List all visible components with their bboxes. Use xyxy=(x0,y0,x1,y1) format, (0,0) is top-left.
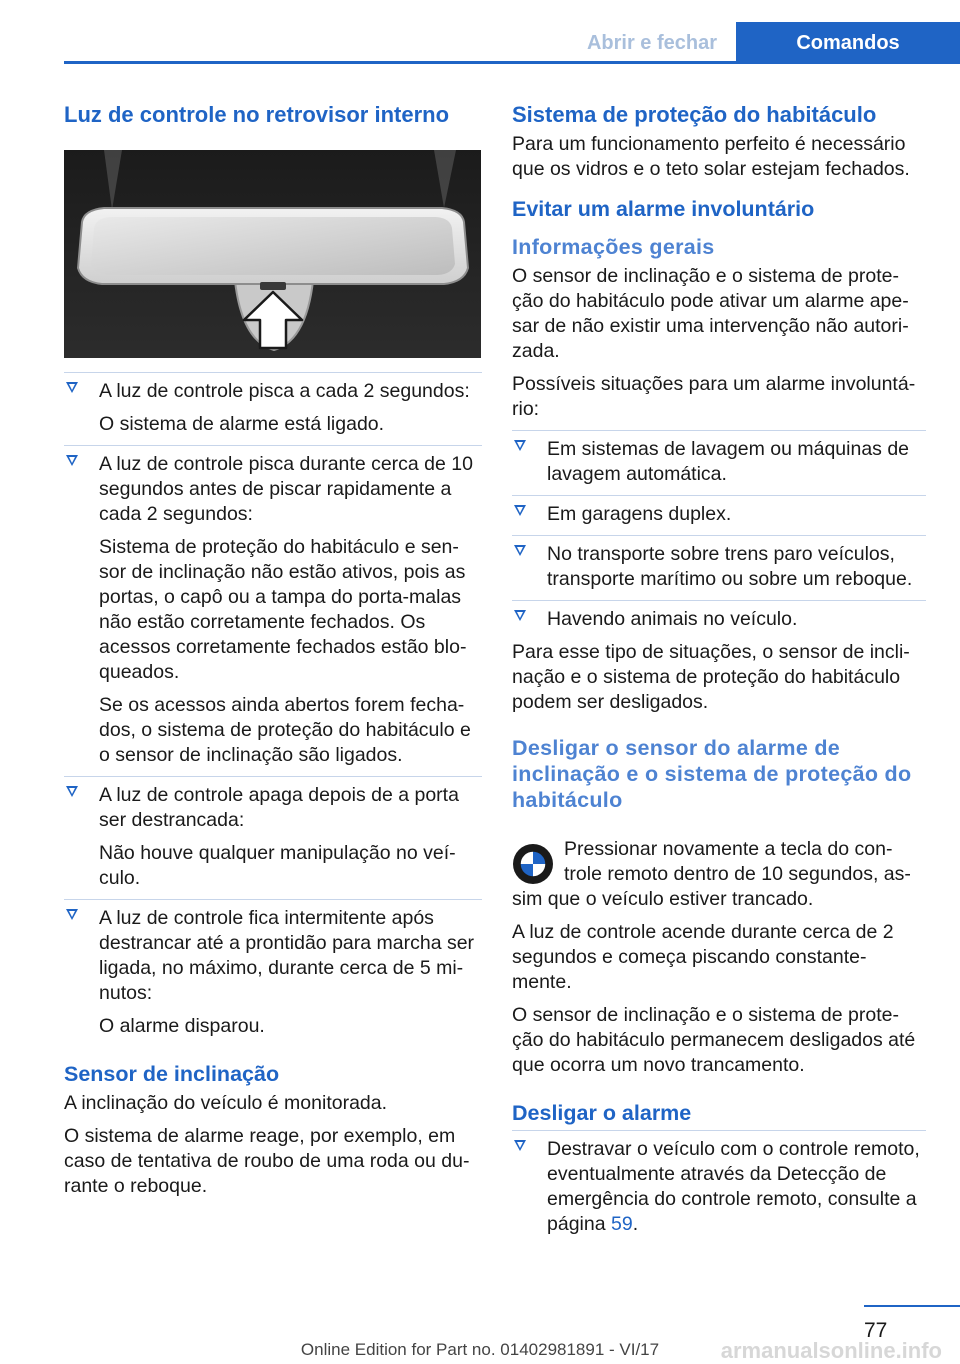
alarm-off-end: . xyxy=(632,1213,639,1235)
disable-paragraph-3: O sensor de inclinação e o sistema de prote‐ção do habitáculo permanecem desligados até que ocorra um novo trancamento. xyxy=(512,1004,916,1076)
edition-footer: Online Edition for Part no. 01402981891 - VI/17 xyxy=(300,1340,660,1359)
heading-mirror-light: Luz de controle no retrovisor interno xyxy=(64,102,450,127)
page-number: 77 xyxy=(864,1319,888,1342)
disable-paragraph-1: Pressionar novamente a tecla do con‐trole remoto dentro de 10 segundos, as‐sim que o veículo estiver trancado. xyxy=(512,838,911,910)
situations-list xyxy=(512,430,926,632)
triangle-down-icon xyxy=(66,455,78,466)
heading-avoid-alarm: Evitar um alarme involuntário xyxy=(512,197,815,221)
triangle-down-icon xyxy=(514,610,526,621)
heading-disable-sensor: Desligar o sensor do alarme de inclinação e o sistema de proteção do habitáculo xyxy=(512,736,912,812)
list-item: Em garagens duplex. xyxy=(512,495,926,527)
triangle-down-icon xyxy=(514,505,526,516)
heading-alarm-off: Desligar o alarme xyxy=(512,1101,692,1125)
cabin-paragraph: Para um funcionamento perfeito é necessário que os vidros e o teto solar estejam fechados. xyxy=(512,133,910,180)
header-rule xyxy=(64,61,960,64)
list-item: No transporte sobre trens paro veículos, transporte marítimo ou sobre um reboque. xyxy=(512,535,926,592)
heading-tilt-sensor: Sensor de inclinação xyxy=(64,1062,280,1086)
general-paragraph-1: O sensor de inclinação e o sistema de prote‐ção do habitáculo pode ativar um alarme ape‐sar de não existir uma intervenção não autori‐zada. xyxy=(512,265,909,362)
mirror-light-list xyxy=(64,372,482,1039)
footer-rule xyxy=(864,1305,960,1307)
list-item: A luz de controle fica intermitente após destrancar até a prontidão para marcha ser ligada, no máximo, durante cerca de 5 mi‐nutos: O alarme disparou. xyxy=(64,899,482,1039)
heading-cabin-protection: Sistema de proteção do habitáculo xyxy=(512,102,877,127)
left-column xyxy=(64,100,482,1207)
disable-instruction xyxy=(512,837,926,912)
triangle-down-icon xyxy=(66,909,78,920)
page-link[interactable]: 59 xyxy=(610,1213,633,1235)
tilt-paragraph-1: A inclinação do veículo é monitorada. xyxy=(64,1092,388,1114)
triangle-down-icon xyxy=(514,440,526,451)
heading-general-info: Informações gerais xyxy=(512,235,715,259)
general-paragraph-2: Possíveis situações para um alarme involuntá‐rio: xyxy=(512,373,916,420)
watermark: armanualsonline.info xyxy=(720,1338,942,1363)
triangle-down-icon xyxy=(514,1140,526,1151)
list-item xyxy=(512,1130,926,1237)
general-paragraph-3: Para esse tipo de situações, o sensor de incli‐nação e o sistema de proteção do habitáculo podem ser desligados. xyxy=(512,641,910,713)
header-tabs xyxy=(568,22,960,62)
tilt-paragraph-2: O sistema de alarme reage, por exemplo, em caso de tentativa de roubo de uma roda ou du‐rante o reboque. xyxy=(64,1125,470,1197)
disable-paragraph-2: A luz de controle acende durante cerca de 2 segundos e começa piscando constante‐mente. xyxy=(512,921,894,993)
triangle-down-icon xyxy=(66,786,78,797)
right-column xyxy=(512,100,926,1245)
list-item: A luz de controle apaga depois de a porta ser destrancada: Não houve qualquer manipulação no veí‐culo. xyxy=(64,776,482,891)
bmw-logo-icon xyxy=(512,843,554,885)
list-item: A luz de controle pisca a cada 2 segundos: O sistema de alarme está ligado. xyxy=(64,372,482,437)
list-item: Havendo animais no veículo. xyxy=(512,600,926,632)
triangle-down-icon xyxy=(66,382,78,393)
tab-comandos[interactable]: Comandos xyxy=(736,22,960,62)
triangle-down-icon xyxy=(514,545,526,556)
rearview-mirror-image xyxy=(64,150,481,358)
alarm-off-list xyxy=(512,1130,926,1237)
list-item: Em sistemas de lavagem ou máquinas de lavagem automática. xyxy=(512,430,926,487)
alarm-off-text: Destravar o veículo com o controle remoto, eventualmente através da Detecção de emergência do controle remoto, consulte a página xyxy=(547,1138,920,1235)
list-item: A luz de controle pisca durante cerca de 10 segundos antes de piscar rapidamente a cada 2 segundos: Sistema de proteção do habitáculo e sen‐sor de inclinação não estão ativos, pois as portas, o capô ou a tampa do porta-malas não estão corretamente fechados. Os acessos corretamente fechados estão blo‐queados. Se os acessos ainda abertos forem fecha‐dos, o sistema de proteção do habitáculo e o sensor de inclinação são ligados. xyxy=(64,445,482,768)
tab-abrir-e-fechar[interactable]: Abrir e fechar xyxy=(568,22,736,62)
